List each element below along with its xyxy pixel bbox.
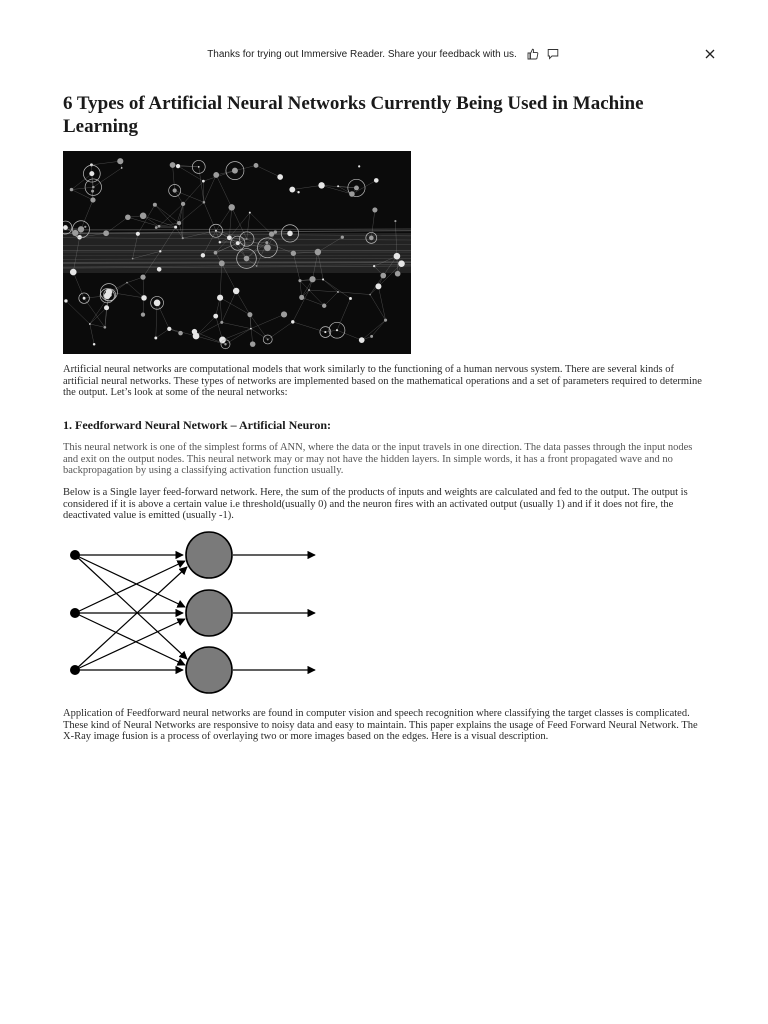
feedback-banner: [0, 44, 768, 64]
section-heading: 1. Feedforward Neural Network – Artificial Neuron:: [63, 418, 332, 432]
section-paragraph: Below is a Single layer feed-forward network. Here, the sum of the products of inputs and weights are calculated and fed to the output. The output is considered if it is above a certain value i.e threshold(usually 0) and the neuron fires with an activated output (usually 1) and if it does not fire, the deactivated value is emitted (usually -1).: [63, 487, 688, 522]
close-button[interactable]: [702, 46, 718, 62]
article-title: 6 Types of Artificial Neural Networks Currently Being Used in Machine Learning: [63, 93, 644, 137]
thumbs-up-icon[interactable]: [525, 46, 541, 62]
intro-paragraph: Artificial neural networks are computational models that work similarly to the functioning of a human nervous system. There are several kinds of artificial neural networks. These types of networks are implemented based on the mathematical operations and a set of parameters required to determine the output. Let’s look at some of the neural networks:: [63, 364, 702, 399]
section-paragraph: This neural network is one of the simplest forms of ANN, where the data or the input travels in one direction. The data passes through the input nodes and exit on the output nodes. This neural network may or may not have the hidden layers. In simple words, it has a front propagated wave and no backpropagation by using a classifying activation function usually.: [63, 442, 693, 477]
close-icon: [705, 49, 715, 59]
feedforward-diagram: [63, 527, 323, 697]
feedback-message: Thanks for trying out Immersive Reader. Share your feedback with us.: [207, 48, 517, 60]
section-paragraph: Application of Feedforward neural networks are found in computer vision and speech recognition where classifying the target classes is complicated. These kind of Neural Networks are responsive to noisy data and easy to maintain. This paper explains the usage of Feed Forward Neural Network. The X-Ray image fusion is a process of overlaying two or more images based on the edges. Here is a visual description.: [63, 708, 698, 743]
feedback-icon[interactable]: [545, 46, 561, 62]
hero-image: [63, 151, 411, 354]
